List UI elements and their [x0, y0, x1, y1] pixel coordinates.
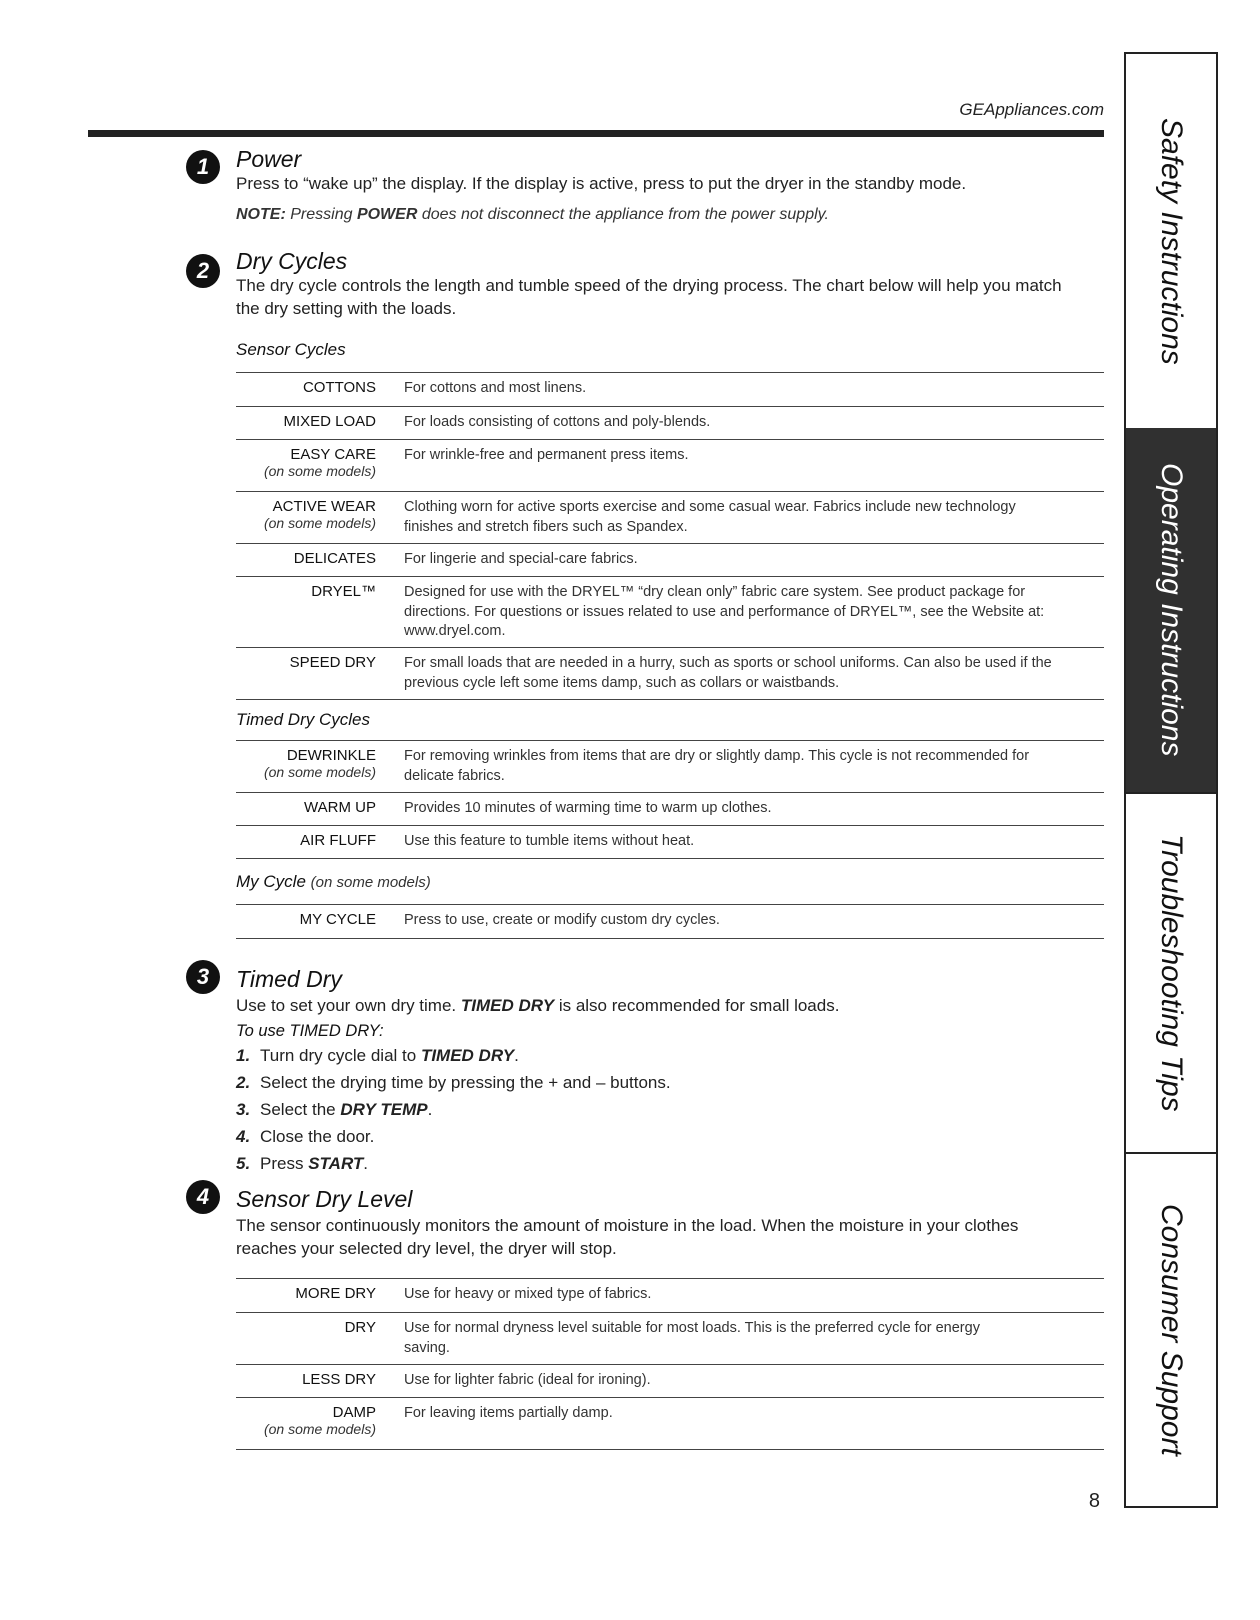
cycle-description: For cottons and most linens. [404, 380, 587, 396]
cycle-name: DRYEL™ [311, 583, 376, 600]
table-row [236, 1313, 1104, 1365]
cycle-name: WARM UP [304, 799, 376, 816]
list-item: 4. Close the door. [236, 1127, 375, 1146]
tab-label: Safety Instructions [1155, 117, 1188, 365]
note-post: does not disconnect the appliance from the power supply. [421, 206, 829, 223]
table-row [236, 544, 1104, 577]
timed-cycles-table [236, 740, 1104, 859]
cycle-description: Designed for use with the DRYEL™ “dry clean only” fabric care system. See product package for directions. For questions or issues related to use and performance of DRYEL™, see the Website at: www.dryel.com. [404, 584, 1045, 639]
table-row [236, 793, 1104, 826]
level-name: MORE DRY [295, 1285, 376, 1302]
level-description: Use for heavy or mixed type of fabrics. [404, 1286, 652, 1302]
table-row [236, 373, 1104, 407]
my-cycle-heading [236, 872, 431, 892]
list-item: 1. Turn dry cycle dial to TIMED DRY. [236, 1046, 519, 1065]
section-title-sensor-dry-level: Sensor Dry Level [236, 1186, 413, 1212]
cycle-description: For removing wrinkles from items that are dry or slightly damp. This cycle is not recommended for delicate fabrics. [404, 748, 1030, 784]
timed-dry-text-pre: Use to set your own dry time. [236, 996, 457, 1015]
cycle-name: DEWRINKLE (on some models) [263, 747, 376, 780]
table-row [236, 407, 1104, 440]
table-row [236, 826, 1104, 859]
section-title-dry-cycles: Dry Cycles [236, 248, 348, 274]
site-url: GEAppliances.com [959, 100, 1104, 119]
table-row [236, 1279, 1104, 1313]
sensor-cycles-heading: Sensor Cycles [236, 340, 346, 359]
tab-label: Operating Instructions [1155, 463, 1188, 757]
my-cycle-note: (on some models) [310, 874, 431, 891]
cycle-name: SPEED DRY [289, 654, 376, 671]
sensor-dry-table [236, 1278, 1104, 1450]
table-row [236, 1398, 1104, 1450]
table-row [236, 648, 1104, 700]
table-row [236, 741, 1104, 793]
cycle-description: Use this feature to tumble items without heat. [404, 833, 695, 849]
timed-dry-cycles-heading: Timed Dry Cycles [236, 710, 370, 729]
cycle-name: COTTONS [302, 379, 376, 396]
header-rule [88, 130, 1104, 137]
tab-label: Consumer Support [1155, 1204, 1188, 1456]
section-number-badge: 4 [186, 1180, 220, 1214]
cycle-description: Provides 10 minutes of warming time to warm up clothes. [404, 800, 772, 816]
table-row [236, 1365, 1104, 1398]
timed-dry-text-bold: TIMED DRY [460, 996, 555, 1015]
page-number: 8 [1088, 1490, 1100, 1512]
level-name: DRY [344, 1319, 376, 1336]
my-cycle-heading-text: My Cycle [236, 872, 306, 891]
timed-dry-subheading: To use TIMED DRY: [236, 1022, 384, 1040]
section-tabs [1124, 52, 1218, 1508]
level-description: Use for normal dryness level suitable for most loads. This is the preferred cycle for energy saving. [404, 1320, 980, 1356]
sensor-cycles-table [236, 372, 1104, 700]
list-item: 2. Select the drying time by pressing the + and – buttons. [236, 1073, 671, 1092]
table-row [236, 440, 1104, 492]
tab-operating-instructions[interactable] [1126, 428, 1216, 792]
timed-dry-steps [236, 1042, 671, 1177]
note-pre: Pressing [290, 206, 353, 223]
table-row [236, 492, 1104, 544]
cycle-name: MY CYCLE [299, 911, 376, 928]
tab-troubleshooting-tips[interactable] [1126, 794, 1216, 1152]
list-item: 3. Select the DRY TEMP. [236, 1100, 433, 1119]
tab-consumer-support[interactable] [1126, 1154, 1216, 1506]
cycle-name: MIXED LOAD [283, 413, 376, 430]
section-number-badge: 1 [186, 150, 220, 184]
tab-label: Troubleshooting Tips [1155, 834, 1188, 1112]
note-bold-power: POWER [356, 206, 418, 223]
section-number-badge: 2 [186, 254, 220, 288]
section-title-timed-dry: Timed Dry [236, 966, 342, 992]
cycle-name: EASY CARE (on some models) [263, 446, 376, 479]
level-name: LESS DRY [302, 1371, 376, 1388]
cycle-description: For wrinkle-free and permanent press items. [404, 447, 689, 463]
sensor-dry-description: The sensor continuously monitors the amount of moisture in the load. When the moisture in your clothes reaches your selected dry level, the dryer will stop. [236, 1216, 1019, 1258]
level-description: For leaving items partially damp. [404, 1405, 613, 1421]
section-title-power: Power [236, 146, 302, 172]
cycle-name: AIR FLUFF [300, 832, 376, 849]
cycle-description: For loads consisting of cottons and poly-blends. [404, 414, 711, 430]
level-name: DAMP (on some models) [263, 1404, 376, 1437]
power-note [236, 206, 829, 224]
my-cycle-table [236, 904, 1104, 939]
tab-safety-instructions[interactable] [1126, 54, 1216, 428]
power-description: Press to “wake up” the display. If the display is active, press to put the dryer in the standby mode. [236, 174, 967, 193]
timed-dry-description [236, 994, 1076, 1017]
cycle-description: Press to use, create or modify custom dry cycles. [404, 912, 720, 928]
dry-cycles-description: The dry cycle controls the length and tumble speed of the drying process. The chart below will help you match the dry setting with the loads. [236, 276, 1062, 318]
note-label: NOTE: [236, 206, 286, 223]
section-number-badge: 3 [186, 960, 220, 994]
cycle-description: For small loads that are needed in a hurry, such as sports or school uniforms. Can also be used if the previous cycle left some items damp, such as collars or waistbands. [404, 655, 1052, 691]
cycle-description: Clothing worn for active sports exercise and some casual wear. Fabrics include new technology finishes and stretch fibers such as Spandex. [404, 499, 1016, 535]
table-row [236, 577, 1104, 648]
cycle-description: For lingerie and special-care fabrics. [404, 551, 638, 567]
table-row [236, 905, 1104, 939]
level-description: Use for lighter fabric (ideal for ironing). [404, 1372, 651, 1388]
list-item: 5. Press START. [236, 1154, 369, 1173]
timed-dry-text-post: is also recommended for small loads. [558, 996, 840, 1015]
cycle-name: ACTIVE WEAR (on some models) [263, 498, 376, 531]
cycle-name: DELICATES [293, 550, 376, 567]
